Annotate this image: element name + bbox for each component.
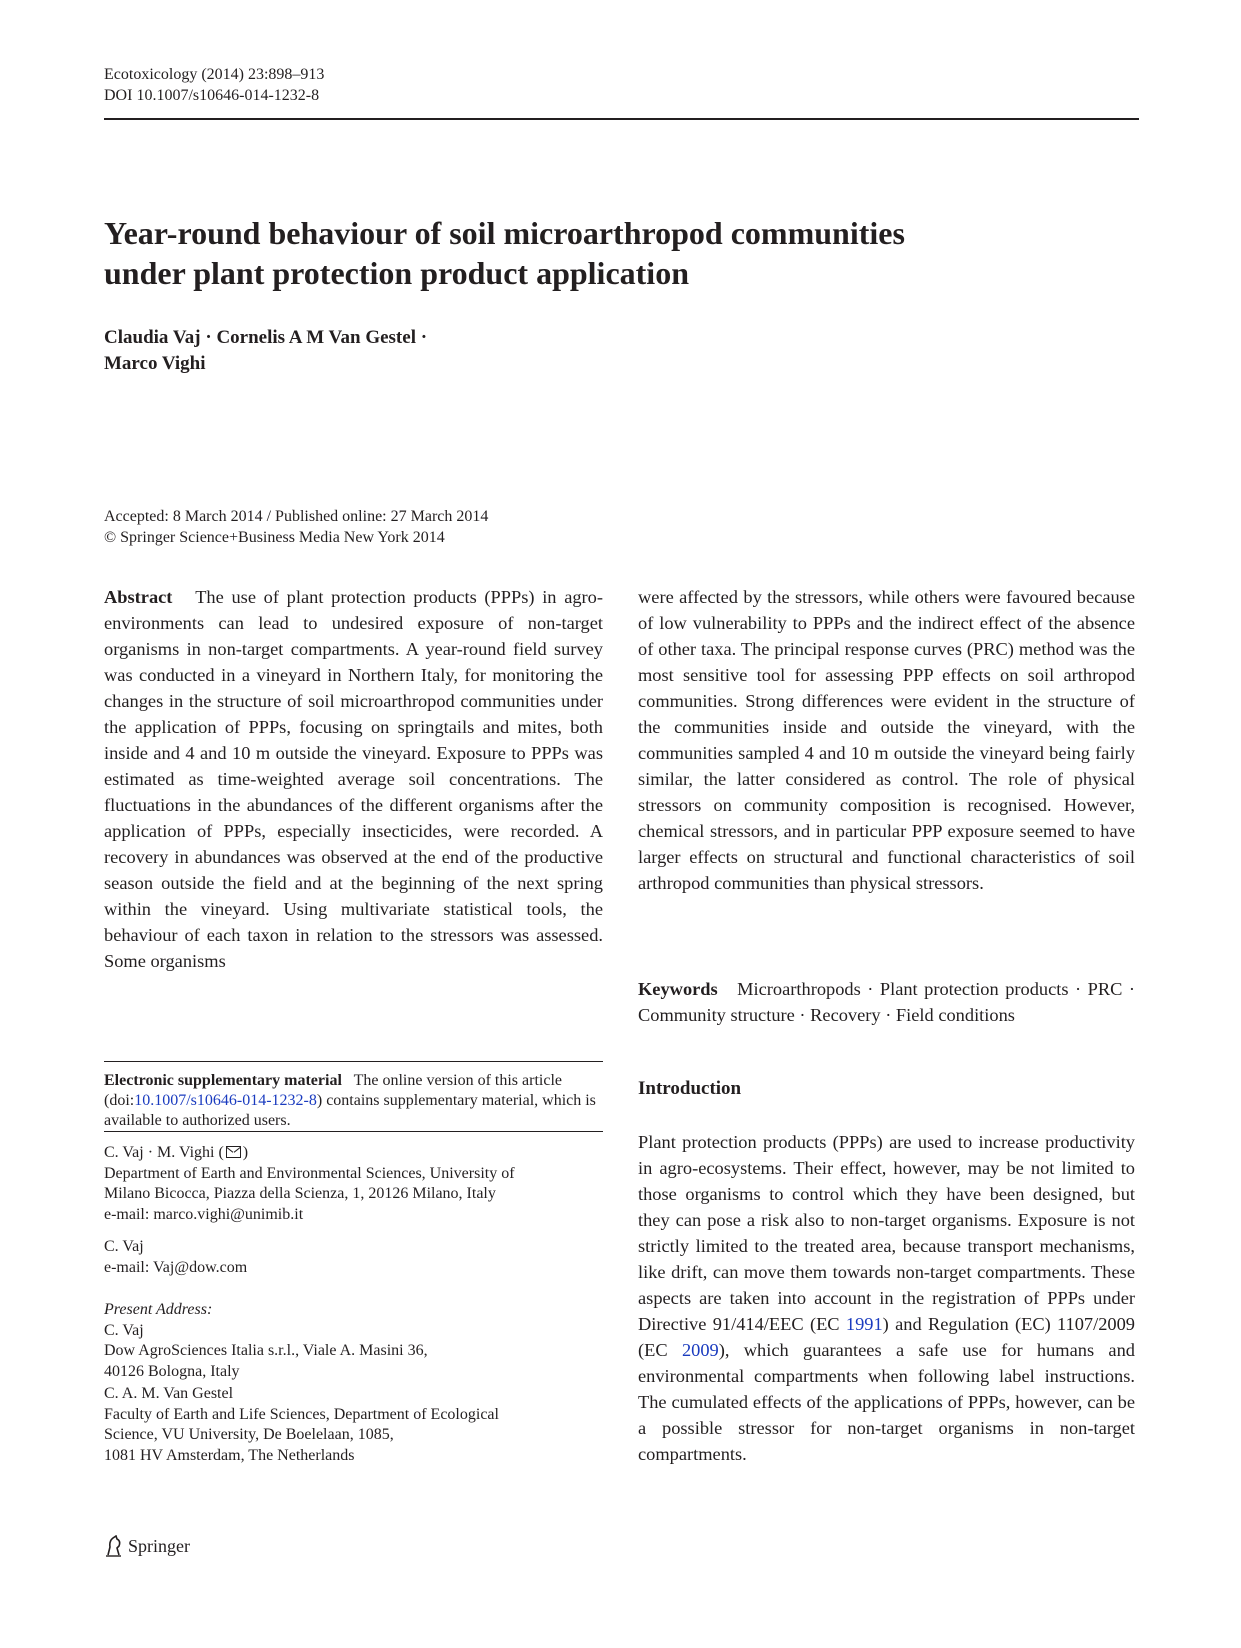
article-title — [104, 213, 1064, 293]
authors-line-1: Claudia Vaj · Cornelis A M Van Gestel · — [104, 327, 428, 348]
intro-text-2: ) and Regulation (EC) 1107/2009 (EC — [638, 1314, 1136, 1360]
abstract-left — [104, 584, 603, 974]
affiliation-3-line: C. Vaj — [104, 1321, 144, 1339]
intro-text-3: ), which guarantees a safe use for humans and environmental compartments when following label instructions. The cumulated effects of the applications of PPPs, however, can be a possible stressor for non-target organisms in non-target compartments. — [638, 1340, 1135, 1464]
citation-link-1991[interactable]: 1991 — [845, 1314, 883, 1334]
affiliation-4-line: C. A. M. Van Gestel — [104, 1385, 234, 1402]
affiliation-2 — [104, 1237, 603, 1278]
affiliation-4 — [104, 1384, 603, 1466]
springer-horse-icon — [104, 1535, 124, 1557]
affiliation-4-line: 1081 HV Amsterdam, The Netherlands — [104, 1446, 355, 1464]
present-address-label: Present Address: — [104, 1301, 213, 1318]
affiliation-4-line: Science, VU University, De Boelelaan, 1085, — [104, 1426, 394, 1443]
affiliation-2-email: e-mail: Vaj@dow.com — [104, 1258, 248, 1276]
esm-text-after: ) contains supplementary material, which is available to authorized users. — [104, 1092, 596, 1129]
introduction-heading: Introduction — [638, 1078, 742, 1099]
publisher-footer — [104, 1535, 190, 1557]
affiliation-3-line: 40126 Bologna, Italy — [104, 1362, 240, 1380]
affiliation-1-email: e-mail: marco.vighi@unimib.it — [104, 1205, 304, 1223]
copyright-line: © Springer Science+Business Media New York 2014 — [104, 529, 445, 546]
esm-doi-link[interactable]: 10.1007/s10646-014-1232-8 — [134, 1092, 317, 1109]
esm-label: Electronic supplementary material — [104, 1072, 342, 1089]
abstract-label: Abstract — [104, 587, 173, 607]
affiliation-1-names-close: ) — [242, 1144, 249, 1161]
authors-line-2: Marco Vighi — [104, 353, 206, 374]
introduction-body — [638, 1129, 1135, 1467]
abstract-text-right: were affected by the stressors, while others were favoured because of low vulnerability to PPPs and the indirect effect of the absence of other taxa. The principal response curves (PRC) method was the most sensitive tool for assessing PPP effects on soil arthropod communities. Strong differences were evident in the structure of the communities inside and outside the vineyard, with the communities sampled 4 and 10 m outside the vineyard being fairly similar, the latter considered as control. The role of physical stressors on community composition is recognised. However, chemical stressors, and in particular PPP exposure seemed to have larger effects on structural and functional characteristics of soil arthropod communities than physical stressors. — [638, 587, 1135, 893]
accepted-date: Accepted: 8 March 2014 / Published online: 27 March 2014 — [104, 508, 489, 525]
esm-text-before: The online version of this article (doi: — [104, 1072, 562, 1109]
envelope-icon — [226, 1146, 241, 1158]
affiliation-2-line: C. Vaj — [104, 1238, 144, 1255]
supplementary-material-note — [104, 1071, 603, 1131]
affiliation-1 — [104, 1143, 603, 1225]
springer-logo-text: Springer — [128, 1535, 190, 1556]
esm-top-rule — [104, 1061, 603, 1062]
publication-dates — [104, 506, 488, 548]
affiliation-3 — [104, 1300, 603, 1382]
title-line-1: Year-round behaviour of soil microarthropod communities — [104, 215, 905, 251]
affiliation-1-line: Department of Earth and Environmental Sciences, University of — [104, 1164, 515, 1182]
citation-link-2009[interactable]: 2009 — [681, 1340, 719, 1360]
keywords — [638, 976, 1135, 1028]
abstract-right — [638, 584, 1135, 896]
keywords-label: Keywords — [638, 979, 718, 999]
journal-citation: Ecotoxicology (2014) 23:898–913 — [104, 66, 325, 83]
abstract-text-left: The use of plant protection products (PPPs) in agro-environments can lead to undesired exposure of non-target organisms in non-target compartments. A year-round field survey was conducted in a vineyard in Northern Italy, for monitoring the changes in the structure of soil microarthropod communities under the application of PPPs, focusing on springtails and mites, both inside and 4 and 10 m outside the vineyard. Exposure to PPPs was estimated as time-weighted average soil concentrations. The fluctuations in the abundances of the different organisms after the application of PPPs, especially insecticides, were recorded. A recovery in abundances was observed at the end of the productive season outside the field and at the beginning of the next spring within the vineyard. Using multivariate statistical tools, the behaviour of each taxon in relation to the stressors was assessed. Some organisms — [104, 587, 603, 971]
keywords-text: Microarthropods · Plant protection products · PRC · Community structure · Recovery · Field conditions — [638, 979, 1135, 1025]
affiliation-1-names: C. Vaj · M. Vighi ( — [104, 1144, 224, 1161]
journal-header — [104, 64, 324, 106]
header-rule — [104, 118, 1139, 120]
affiliation-1-line: Milano Bicocca, Piazza della Scienza, 1, 20126 Milano, Italy — [104, 1185, 496, 1202]
intro-text-1: Plant protection products (PPPs) are used to increase productivity in agro-ecosystems. Their effect, however, may be not limited to those organisms to control which they have been designed, but they can pose a risk also to non-target organisms. Exposure is not strictly limited to the treated area, because transport mechanisms, like drift, can move them towards non-target compartments. These aspects are taken into account in the registration of PPPs under Directive 91/414/EEC (EC — [638, 1132, 1135, 1334]
affiliation-3-line: Dow AgroSciences Italia s.r.l., Viale A. Masini 36, — [104, 1342, 428, 1359]
title-line-2: under plant protection product application — [104, 255, 689, 291]
author-list — [104, 325, 427, 377]
esm-bottom-rule — [104, 1131, 603, 1132]
doi-line: DOI 10.1007/s10646-014-1232-8 — [104, 87, 320, 104]
affiliation-4-line: Faculty of Earth and Life Sciences, Department of Ecological — [104, 1405, 499, 1423]
